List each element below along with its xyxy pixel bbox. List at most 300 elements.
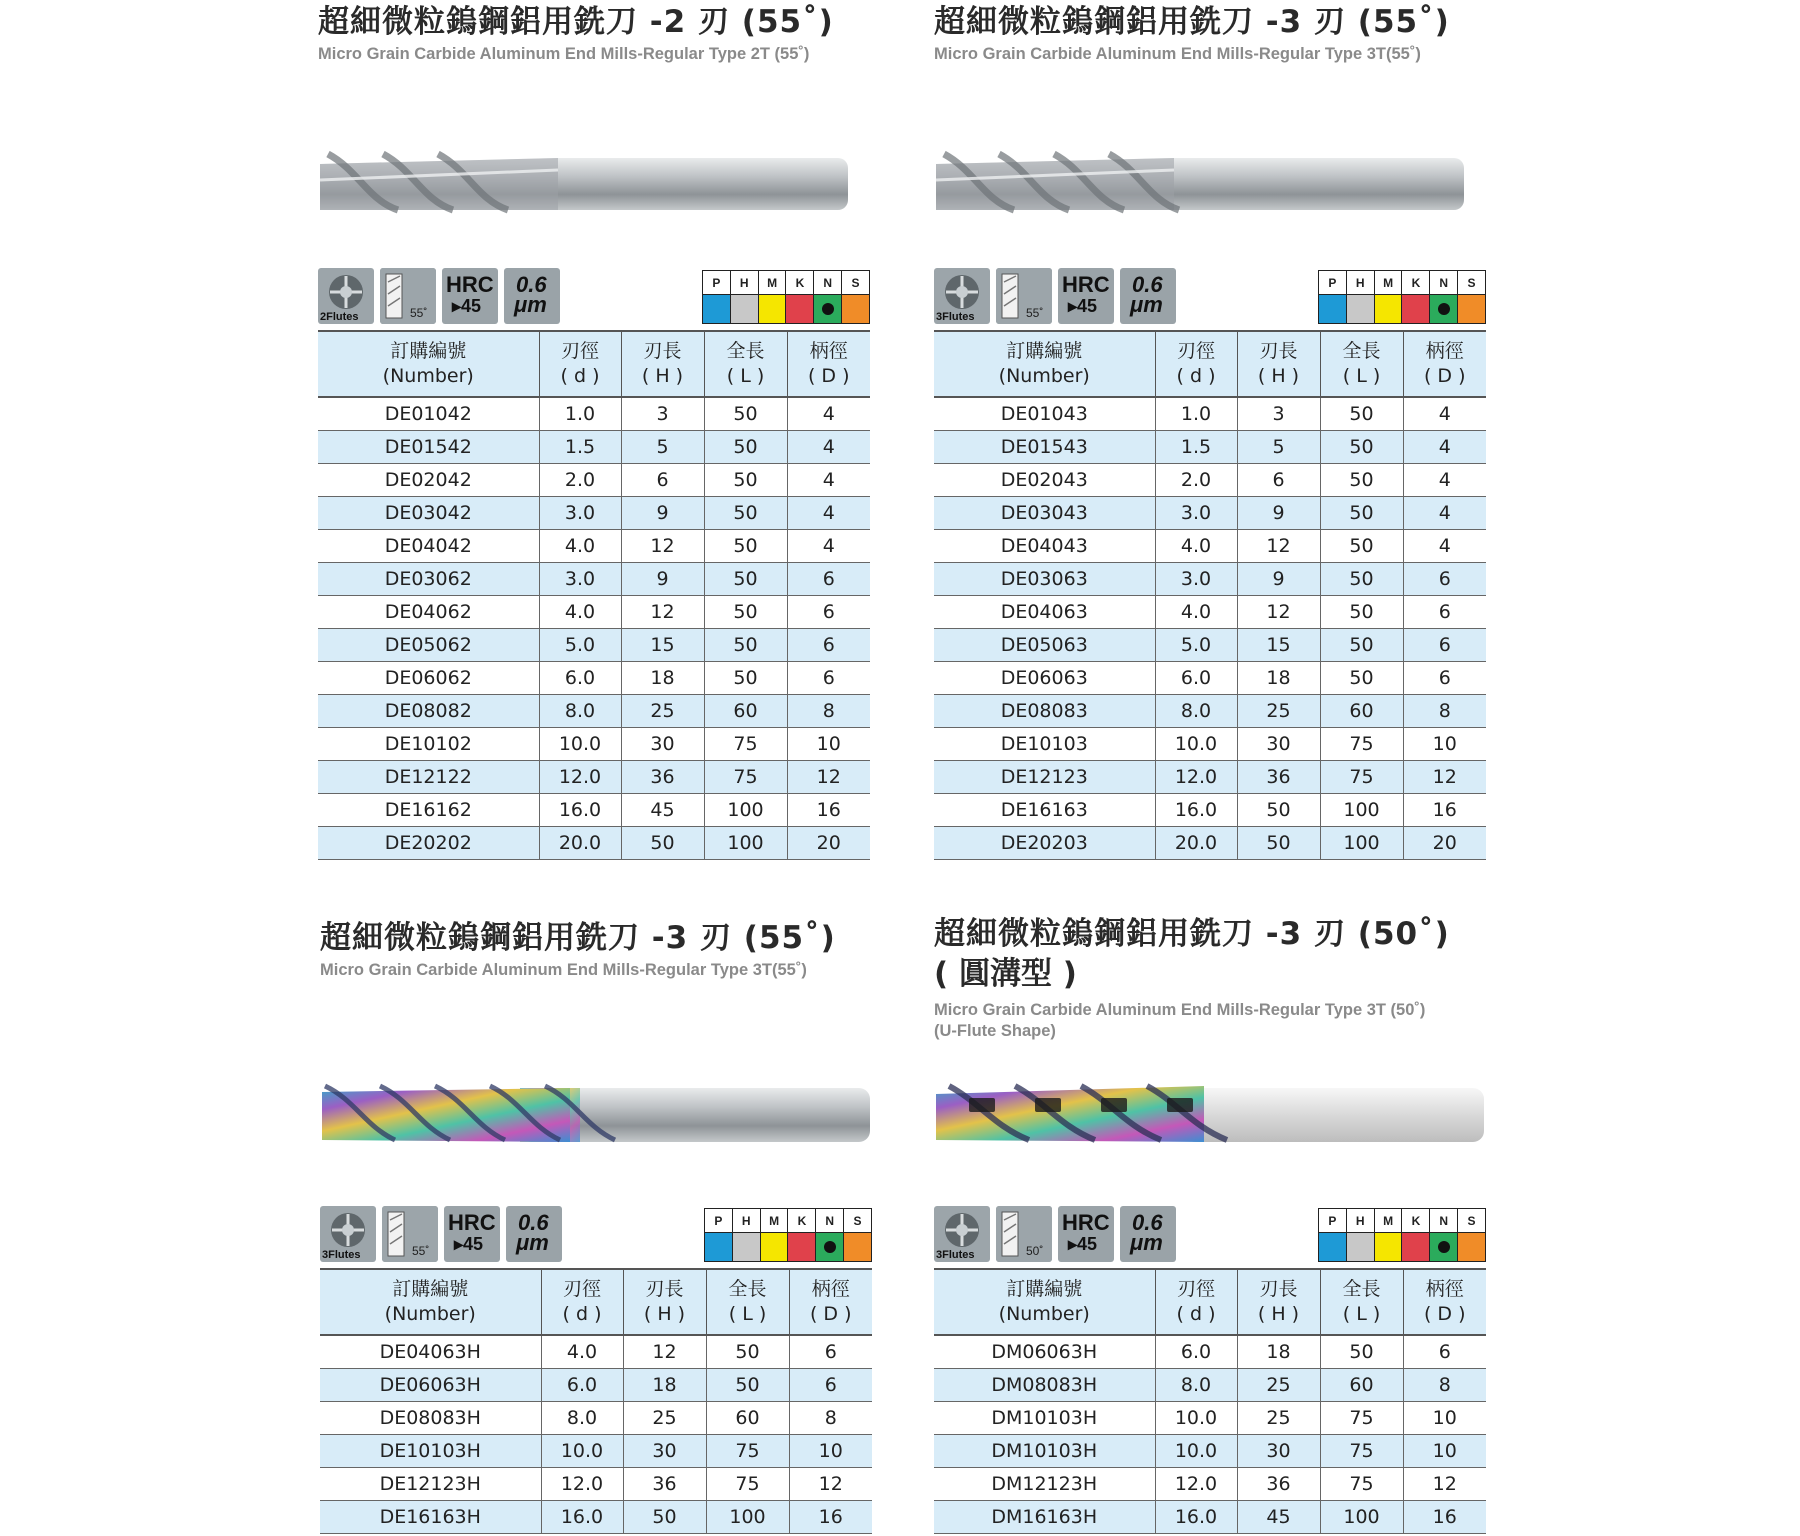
table-cell: 8 bbox=[1403, 695, 1486, 728]
header-number: 訂購編號 (Number) bbox=[934, 331, 1155, 397]
header-diameter: 刃徑 ( d ) bbox=[1155, 1269, 1237, 1335]
table-cell: 10.0 bbox=[541, 1435, 623, 1468]
section-subtitle: Micro Grain Carbide Aluminum End Mills-Regular Type 3T(55˚) bbox=[934, 45, 1421, 63]
flutes-label: 2Flutes bbox=[320, 311, 359, 323]
table-cell: 50 bbox=[1320, 629, 1403, 662]
suitable-dot-icon bbox=[1438, 1241, 1450, 1253]
table-cell: DM12123H bbox=[934, 1468, 1155, 1501]
table-cell: DM08083H bbox=[934, 1369, 1155, 1402]
table-cell: DE03042 bbox=[318, 497, 539, 530]
material-color-swatch bbox=[1347, 295, 1374, 323]
table-cell: 50 bbox=[1320, 563, 1403, 596]
end-mill-image bbox=[934, 1080, 1486, 1150]
header-diameter: 刃徑 ( d ) bbox=[541, 1269, 623, 1335]
table-cell: DE16163 bbox=[934, 794, 1155, 827]
table-cell: DE01542 bbox=[318, 431, 539, 464]
table-cell: 50 bbox=[1320, 431, 1403, 464]
table-cell: 50 bbox=[704, 662, 787, 695]
table-cell: 6 bbox=[1403, 1335, 1486, 1369]
table-cell: 12.0 bbox=[539, 761, 621, 794]
table-cell: 9 bbox=[1237, 497, 1320, 530]
table-cell: 3.0 bbox=[1155, 563, 1237, 596]
material-k bbox=[788, 1209, 816, 1261]
material-n bbox=[814, 271, 842, 323]
table-cell: 4.0 bbox=[541, 1335, 623, 1369]
table-cell: 50 bbox=[704, 596, 787, 629]
material-letter: S bbox=[844, 1209, 871, 1233]
table-row bbox=[318, 497, 870, 530]
table-cell: DE12123 bbox=[934, 761, 1155, 794]
table-row bbox=[320, 1468, 872, 1501]
table-cell: DE10103 bbox=[934, 728, 1155, 761]
header-flute-length: 刃長 ( H ) bbox=[623, 1269, 706, 1335]
material-k bbox=[1402, 271, 1430, 323]
material-color-swatch bbox=[1319, 295, 1346, 323]
end-mill-image bbox=[318, 150, 870, 220]
hrc-icon bbox=[1058, 1206, 1114, 1262]
hrc-value: ▸45 bbox=[454, 1234, 484, 1254]
table-cell: 6 bbox=[787, 563, 870, 596]
table-cell: 30 bbox=[621, 728, 704, 761]
helix-angle-icon bbox=[380, 268, 436, 324]
table-cell: 50 bbox=[704, 497, 787, 530]
spec-icon-bar bbox=[934, 1206, 1486, 1262]
table-cell: 4 bbox=[787, 464, 870, 497]
table-cell: 9 bbox=[1237, 563, 1320, 596]
table-cell: 25 bbox=[621, 695, 704, 728]
table-cell: 6 bbox=[789, 1369, 872, 1402]
table-cell: 50 bbox=[1320, 497, 1403, 530]
header-overall-length: 全長 ( L ) bbox=[706, 1269, 789, 1335]
flutes-icon bbox=[934, 1206, 990, 1262]
table-cell: 50 bbox=[704, 397, 787, 431]
table-cell: 25 bbox=[1237, 695, 1320, 728]
material-color-swatch bbox=[705, 1233, 732, 1261]
table-cell: 20 bbox=[787, 827, 870, 860]
helix-angle-label: 50˚ bbox=[1026, 1244, 1044, 1258]
table-cell: 9 bbox=[621, 497, 704, 530]
table-cell: DM10103H bbox=[934, 1435, 1155, 1468]
table-cell: 12.0 bbox=[1155, 1468, 1237, 1501]
table-cell: 4.0 bbox=[539, 596, 621, 629]
table-cell: 75 bbox=[1320, 1468, 1403, 1501]
table-cell: 16 bbox=[787, 794, 870, 827]
table-cell: 4 bbox=[787, 397, 870, 431]
material-letter: P bbox=[1319, 1209, 1346, 1233]
table-row bbox=[318, 464, 870, 497]
table-cell: 60 bbox=[704, 695, 787, 728]
table-row bbox=[318, 530, 870, 563]
table-row bbox=[320, 1435, 872, 1468]
table-row bbox=[318, 629, 870, 662]
material-color-swatch bbox=[1375, 295, 1402, 323]
table-cell: 50 bbox=[1320, 397, 1403, 431]
table-row bbox=[934, 827, 1486, 860]
table-cell: 18 bbox=[1237, 1335, 1320, 1369]
table-cell: 30 bbox=[623, 1435, 706, 1468]
table-header-row bbox=[934, 1269, 1486, 1335]
material-n bbox=[1430, 1209, 1458, 1261]
table-cell: 12.0 bbox=[1155, 761, 1237, 794]
material-m bbox=[1375, 271, 1403, 323]
end-mill-image bbox=[320, 1080, 872, 1150]
helix-angle-label: 55˚ bbox=[1026, 306, 1044, 320]
table-cell: 6 bbox=[787, 596, 870, 629]
table-cell: 4 bbox=[1403, 497, 1486, 530]
material-suitability-grid bbox=[702, 270, 870, 324]
table-cell: DM16163H bbox=[934, 1501, 1155, 1534]
table-row bbox=[934, 695, 1486, 728]
table-cell: DE06063H bbox=[320, 1369, 541, 1402]
material-letter: K bbox=[786, 271, 813, 295]
table-cell: 6 bbox=[1403, 563, 1486, 596]
table-cell: DE16163H bbox=[320, 1501, 541, 1534]
table-cell: 8 bbox=[789, 1402, 872, 1435]
material-suitability-grid bbox=[1318, 270, 1486, 324]
table-cell: 1.5 bbox=[539, 431, 621, 464]
table-cell: DE03063 bbox=[934, 563, 1155, 596]
table-cell: 8.0 bbox=[1155, 1369, 1237, 1402]
table-row bbox=[320, 1335, 872, 1369]
hrc-label: HRC bbox=[446, 272, 494, 297]
table-cell: 12 bbox=[1403, 761, 1486, 794]
table-cell: 10 bbox=[1403, 1435, 1486, 1468]
section-subtitle-line2: (U-Flute Shape) bbox=[934, 1022, 1056, 1040]
section-title: 超細微粒鎢鋼鋁用銑刀 -2 刃 (55˚) bbox=[318, 4, 834, 40]
table-cell: DE03062 bbox=[318, 563, 539, 596]
material-color-swatch bbox=[1319, 1233, 1346, 1261]
table-cell: 15 bbox=[621, 629, 704, 662]
coating-thickness-icon bbox=[506, 1206, 562, 1262]
material-letter: M bbox=[1375, 1209, 1402, 1233]
table-row bbox=[934, 1369, 1486, 1402]
material-color-swatch bbox=[1458, 1233, 1485, 1261]
material-letter: K bbox=[1402, 271, 1429, 295]
table-row bbox=[318, 662, 870, 695]
table-cell: 50 bbox=[1237, 827, 1320, 860]
table-row bbox=[318, 794, 870, 827]
table-cell: DE01043 bbox=[934, 397, 1155, 431]
table-cell: 8.0 bbox=[539, 695, 621, 728]
table-cell: 10.0 bbox=[1155, 1435, 1237, 1468]
table-cell: 50 bbox=[704, 431, 787, 464]
table-cell: 4 bbox=[1403, 530, 1486, 563]
table-cell: 16 bbox=[1403, 794, 1486, 827]
section-title: 超細微粒鎢鋼鋁用銑刀 -3 刃 (55˚) bbox=[320, 920, 836, 956]
table-cell: 50 bbox=[704, 563, 787, 596]
table-row bbox=[934, 1468, 1486, 1501]
table-cell: 100 bbox=[706, 1501, 789, 1534]
material-letter: K bbox=[788, 1209, 815, 1233]
coating-value: 0.6 bbox=[518, 1210, 549, 1235]
material-n bbox=[1430, 271, 1458, 323]
table-cell: DE10103H bbox=[320, 1435, 541, 1468]
table-cell: 5 bbox=[621, 431, 704, 464]
material-letter: N bbox=[816, 1209, 843, 1233]
table-cell: 50 bbox=[1320, 530, 1403, 563]
table-cell: 75 bbox=[706, 1468, 789, 1501]
table-row bbox=[320, 1369, 872, 1402]
table-cell: 4.0 bbox=[539, 530, 621, 563]
table-cell: 10 bbox=[1403, 1402, 1486, 1435]
table-cell: 6 bbox=[789, 1335, 872, 1369]
material-p bbox=[703, 271, 731, 323]
material-color-swatch bbox=[842, 295, 869, 323]
table-cell: 100 bbox=[1320, 827, 1403, 860]
material-color-swatch bbox=[844, 1233, 871, 1261]
table-row bbox=[934, 1335, 1486, 1369]
table-row bbox=[318, 827, 870, 860]
table-cell: DE20203 bbox=[934, 827, 1155, 860]
table-cell: DE05063 bbox=[934, 629, 1155, 662]
material-letter: S bbox=[842, 271, 869, 295]
table-cell: 75 bbox=[704, 728, 787, 761]
material-m bbox=[761, 1209, 789, 1261]
table-cell: 8.0 bbox=[1155, 695, 1237, 728]
flutes-icon bbox=[320, 1206, 376, 1262]
table-row bbox=[318, 397, 870, 431]
header-shank-diameter: 柄徑 ( D ) bbox=[1403, 1269, 1486, 1335]
table-row bbox=[934, 596, 1486, 629]
material-h bbox=[1347, 271, 1375, 323]
table-cell: 3.0 bbox=[539, 563, 621, 596]
table-cell: 10 bbox=[789, 1435, 872, 1468]
table-header-row bbox=[320, 1269, 872, 1335]
table-cell: 9 bbox=[621, 563, 704, 596]
table-cell: 50 bbox=[623, 1501, 706, 1534]
table-cell: 10.0 bbox=[539, 728, 621, 761]
material-color-swatch bbox=[731, 295, 758, 323]
table-cell: 30 bbox=[1237, 1435, 1320, 1468]
header-number: 訂購編號 (Number) bbox=[318, 331, 539, 397]
table-cell: 8 bbox=[787, 695, 870, 728]
table-cell: DE03043 bbox=[934, 497, 1155, 530]
material-letter: P bbox=[1319, 271, 1346, 295]
table-cell: 12 bbox=[623, 1335, 706, 1369]
table-cell: 50 bbox=[621, 827, 704, 860]
header-number: 訂購編號 (Number) bbox=[320, 1269, 541, 1335]
material-color-swatch bbox=[1347, 1233, 1374, 1261]
header-flute-length: 刃長 ( H ) bbox=[1237, 331, 1320, 397]
material-color-swatch bbox=[786, 295, 813, 323]
table-cell: 20.0 bbox=[1155, 827, 1237, 860]
hrc-value: ▸45 bbox=[452, 296, 482, 316]
section-subtitle: Micro Grain Carbide Aluminum End Mills-Regular Type 3T(55˚) bbox=[320, 961, 807, 979]
coating-unit: μm bbox=[514, 292, 547, 317]
table-cell: DE04062 bbox=[318, 596, 539, 629]
table-cell: DE12123H bbox=[320, 1468, 541, 1501]
material-letter: P bbox=[705, 1209, 732, 1233]
material-suitability-grid bbox=[1318, 1208, 1486, 1262]
header-diameter: 刃徑 ( d ) bbox=[539, 331, 621, 397]
table-cell: DE08083H bbox=[320, 1402, 541, 1435]
coating-value: 0.6 bbox=[1132, 272, 1163, 297]
flutes-label: 3Flutes bbox=[936, 1249, 975, 1261]
table-cell: 3 bbox=[1237, 397, 1320, 431]
section-title: 超細微粒鎢鋼鋁用銑刀 -3 刃 (55˚) bbox=[934, 4, 1450, 40]
table-cell: DE01042 bbox=[318, 397, 539, 431]
table-row bbox=[320, 1402, 872, 1435]
table-cell: 75 bbox=[1320, 761, 1403, 794]
spec-table bbox=[934, 1268, 1486, 1534]
table-cell: 4 bbox=[787, 530, 870, 563]
table-cell: 36 bbox=[621, 761, 704, 794]
table-cell: DE06062 bbox=[318, 662, 539, 695]
table-row bbox=[318, 695, 870, 728]
table-cell: 3 bbox=[621, 397, 704, 431]
table-cell: 100 bbox=[1320, 794, 1403, 827]
table-cell: 36 bbox=[623, 1468, 706, 1501]
spec-icon-bar bbox=[934, 268, 1486, 324]
material-letter: K bbox=[1402, 1209, 1429, 1233]
spec-table bbox=[320, 1268, 872, 1534]
table-cell: 10 bbox=[1403, 728, 1486, 761]
table-cell: 75 bbox=[1320, 728, 1403, 761]
table-cell: 6.0 bbox=[1155, 1335, 1237, 1369]
table-cell: 8 bbox=[1403, 1369, 1486, 1402]
header-diameter: 刃徑 ( d ) bbox=[1155, 331, 1237, 397]
material-p bbox=[1319, 1209, 1347, 1261]
table-cell: DE08082 bbox=[318, 695, 539, 728]
table-cell: 6 bbox=[1237, 464, 1320, 497]
table-cell: 10 bbox=[787, 728, 870, 761]
material-h bbox=[731, 271, 759, 323]
table-row bbox=[934, 563, 1486, 596]
table-cell: 12 bbox=[1237, 596, 1320, 629]
flutes-label: 3Flutes bbox=[322, 1249, 361, 1261]
table-cell: DM06063H bbox=[934, 1335, 1155, 1369]
table-cell: 8.0 bbox=[541, 1402, 623, 1435]
material-letter: M bbox=[761, 1209, 788, 1233]
material-s bbox=[844, 1209, 871, 1261]
table-cell: 1.0 bbox=[539, 397, 621, 431]
table-cell: 18 bbox=[623, 1369, 706, 1402]
table-cell: 45 bbox=[1237, 1501, 1320, 1534]
table-cell: 50 bbox=[1320, 596, 1403, 629]
table-cell: 16.0 bbox=[539, 794, 621, 827]
table-row bbox=[934, 1402, 1486, 1435]
material-color-swatch bbox=[733, 1233, 760, 1261]
table-cell: 4 bbox=[787, 497, 870, 530]
table-cell: 45 bbox=[621, 794, 704, 827]
table-cell: 50 bbox=[704, 530, 787, 563]
table-cell: DE08083 bbox=[934, 695, 1155, 728]
suitable-dot-icon bbox=[822, 303, 834, 315]
table-cell: 18 bbox=[1237, 662, 1320, 695]
hrc-label: HRC bbox=[1062, 272, 1110, 297]
table-cell: 60 bbox=[1320, 695, 1403, 728]
header-shank-diameter: 柄徑 ( D ) bbox=[1403, 331, 1486, 397]
material-p bbox=[705, 1209, 733, 1261]
header-overall-length: 全長 ( L ) bbox=[704, 331, 787, 397]
table-cell: 4.0 bbox=[1155, 596, 1237, 629]
table-cell: 6.0 bbox=[541, 1369, 623, 1402]
table-cell: 36 bbox=[1237, 761, 1320, 794]
table-cell: DE12122 bbox=[318, 761, 539, 794]
table-cell: 4 bbox=[1403, 397, 1486, 431]
material-s bbox=[1458, 271, 1485, 323]
coating-value: 0.6 bbox=[1132, 1210, 1163, 1235]
material-color-swatch bbox=[1430, 295, 1457, 323]
material-letter: N bbox=[1430, 1209, 1457, 1233]
table-row bbox=[934, 1435, 1486, 1468]
table-cell: 5 bbox=[1237, 431, 1320, 464]
material-m bbox=[759, 271, 787, 323]
table-cell: 75 bbox=[704, 761, 787, 794]
material-letter: H bbox=[733, 1209, 760, 1233]
table-cell: DE02043 bbox=[934, 464, 1155, 497]
hrc-icon bbox=[442, 268, 498, 324]
spec-icon-bar bbox=[320, 1206, 872, 1262]
hrc-label: HRC bbox=[448, 1210, 496, 1235]
table-cell: 75 bbox=[1320, 1402, 1403, 1435]
table-cell: 60 bbox=[706, 1402, 789, 1435]
table-cell: 12 bbox=[787, 761, 870, 794]
material-h bbox=[1347, 1209, 1375, 1261]
table-cell: DE16162 bbox=[318, 794, 539, 827]
table-cell: DE20202 bbox=[318, 827, 539, 860]
table-cell: 50 bbox=[704, 464, 787, 497]
helix-angle-icon bbox=[996, 1206, 1052, 1262]
material-color-swatch bbox=[814, 295, 841, 323]
table-row bbox=[934, 629, 1486, 662]
header-shank-diameter: 柄徑 ( D ) bbox=[787, 331, 870, 397]
table-cell: 25 bbox=[1237, 1369, 1320, 1402]
table-row bbox=[934, 794, 1486, 827]
table-row bbox=[318, 761, 870, 794]
table-cell: 75 bbox=[1320, 1435, 1403, 1468]
spec-table bbox=[934, 330, 1486, 860]
table-cell: 16.0 bbox=[1155, 1501, 1237, 1534]
table-cell: 10.0 bbox=[1155, 1402, 1237, 1435]
table-cell: 12 bbox=[789, 1468, 872, 1501]
hrc-value: ▸45 bbox=[1068, 1234, 1098, 1254]
table-cell: 16.0 bbox=[1155, 794, 1237, 827]
section-subtitle: Micro Grain Carbide Aluminum End Mills-Regular Type 3T (50˚) bbox=[934, 1001, 1426, 1019]
section-title: 超細微粒鎢鋼鋁用銑刀 -3 刃 (50˚) bbox=[934, 916, 1450, 952]
coating-unit: μm bbox=[1130, 292, 1163, 317]
table-cell: 2.0 bbox=[539, 464, 621, 497]
table-cell: 1.5 bbox=[1155, 431, 1237, 464]
suitable-dot-icon bbox=[1438, 303, 1450, 315]
material-color-swatch bbox=[1402, 1233, 1429, 1261]
table-cell: 20.0 bbox=[539, 827, 621, 860]
material-h bbox=[733, 1209, 761, 1261]
flutes-label: 3Flutes bbox=[936, 311, 975, 323]
table-row bbox=[934, 1501, 1486, 1534]
material-color-swatch bbox=[1375, 1233, 1402, 1261]
table-cell: 12 bbox=[621, 596, 704, 629]
table-cell: 50 bbox=[1237, 794, 1320, 827]
material-letter: S bbox=[1458, 1209, 1485, 1233]
table-cell: DE05062 bbox=[318, 629, 539, 662]
table-cell: 10.0 bbox=[1155, 728, 1237, 761]
table-row bbox=[934, 464, 1486, 497]
table-row bbox=[934, 530, 1486, 563]
material-k bbox=[786, 271, 814, 323]
hrc-label: HRC bbox=[1062, 1210, 1110, 1235]
material-s bbox=[842, 271, 869, 323]
material-suitability-grid bbox=[704, 1208, 872, 1262]
table-cell: 60 bbox=[1320, 1369, 1403, 1402]
table-row bbox=[318, 596, 870, 629]
header-flute-length: 刃長 ( H ) bbox=[621, 331, 704, 397]
flutes-icon bbox=[934, 268, 990, 324]
material-color-swatch bbox=[1402, 295, 1429, 323]
flutes-icon bbox=[318, 268, 374, 324]
table-cell: 6.0 bbox=[539, 662, 621, 695]
table-cell: 20 bbox=[1403, 827, 1486, 860]
